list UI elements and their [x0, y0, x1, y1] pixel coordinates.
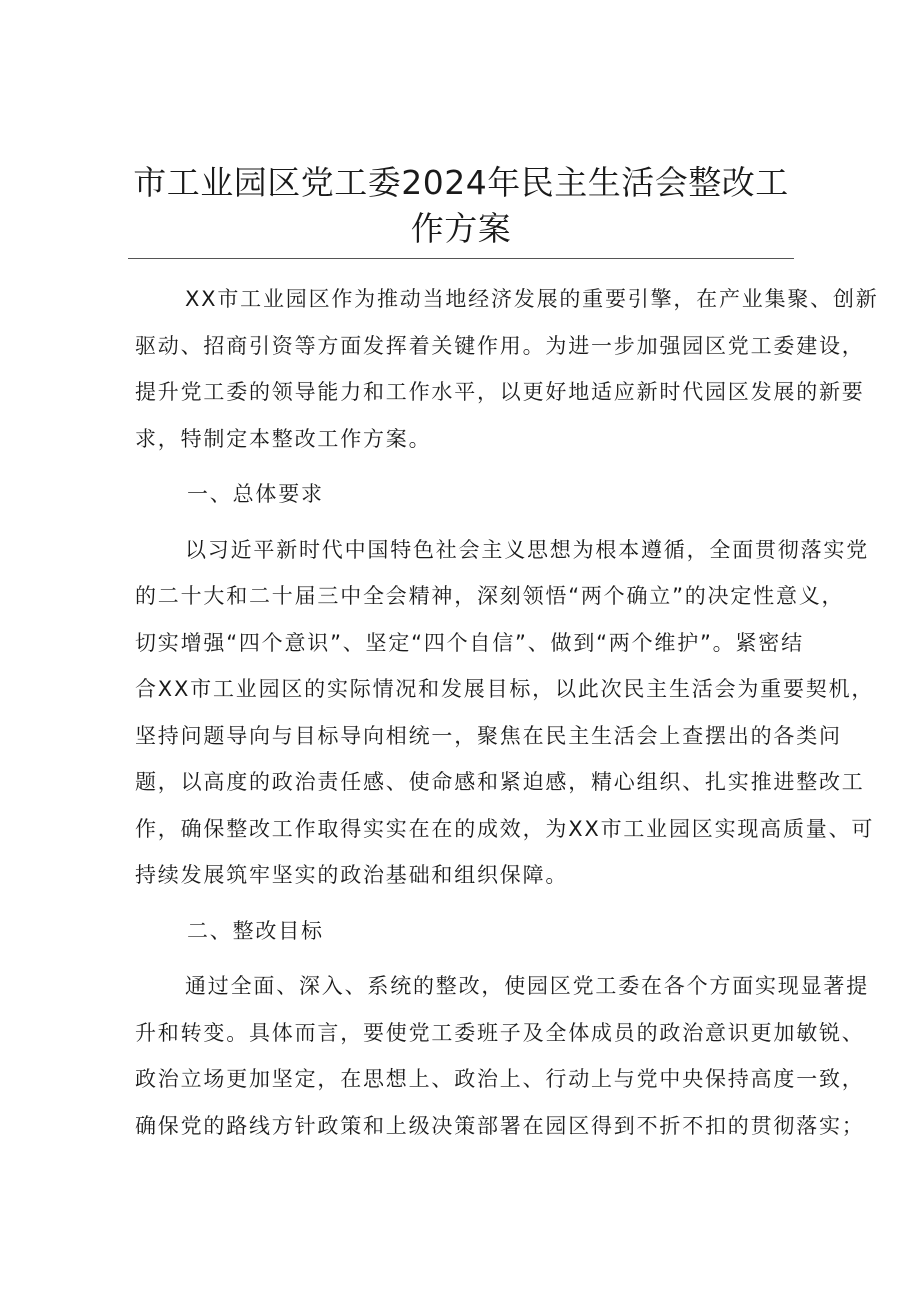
- paragraph-line: 的二十大和二十届三中全会精神，深刻领悟“两个确立”的决定性意义，: [135, 584, 845, 608]
- section-heading-2: 二、整改目标: [187, 918, 324, 943]
- title-line-1: 市工业园区党工委2024年民主生活会整改工: [133, 163, 789, 202]
- paragraph-line: 驱动、招商引资等方面发挥着关键作用。为进一步加强园区党工委建设，: [135, 333, 865, 358]
- section1-paragraph: [135, 527, 875, 899]
- paragraph-line: 求，特制定本整改工作方案。: [135, 426, 432, 451]
- paragraph-line: 持续发展筑牢坚实的政治基础和组织保障。: [135, 863, 569, 887]
- section2-paragraph: [135, 963, 869, 1149]
- paragraph-line: XX市工业园区作为推动当地经济发展的重要引擎，在产业集聚、创新: [185, 287, 879, 311]
- intro-paragraph: [135, 276, 879, 462]
- paragraph-line: 切实增强“四个意识”、坚定“四个自信”、做到“两个维护”。紧密结: [135, 630, 804, 655]
- paragraph-line: 政治立场更加坚定，在思想上、政治上、行动上与党中央保持高度一致，: [135, 1067, 865, 1091]
- paragraph-line: 作，确保整改工作取得实实在在的成效，为XX市工业园区实现高质量、可: [135, 816, 875, 841]
- title-line-2: 作方案: [410, 209, 512, 248]
- document-title: [128, 160, 794, 259]
- document-body: [135, 276, 879, 1149]
- paragraph-line: 确保党的路线方针政策和上级决策部署在园区得到不折不扣的贯彻落实；: [135, 1113, 865, 1138]
- paragraph-line: 升和转变。具体而言，要使党工委班子及全体成员的政治意识更加敏锐、: [135, 1020, 865, 1045]
- paragraph-line: 合XX市工业园区的实际情况和发展目标，以此次民主生活会为重要契机，: [135, 677, 875, 701]
- paragraph-line: 通过全面、深入、系统的整改，使园区党工委在各个方面实现显著提: [185, 974, 869, 998]
- paragraph-line: 题，以高度的政治责任感、使命感和紧迫感，精心组织、扎实推进整改工: [135, 770, 865, 794]
- section-heading-1: 一、总体要求: [187, 482, 324, 506]
- paragraph-line: 坚持问题导向与目标导向相统一，聚焦在民主生活会上查摆出的各类问: [135, 723, 842, 748]
- paragraph-line: 以习近平新时代中国特色社会主义思想为根本遵循，全面贯彻落实党: [185, 537, 869, 562]
- paragraph-line: 提升党工委的领导能力和工作水平，以更好地适应新时代园区发展的新要: [135, 380, 865, 404]
